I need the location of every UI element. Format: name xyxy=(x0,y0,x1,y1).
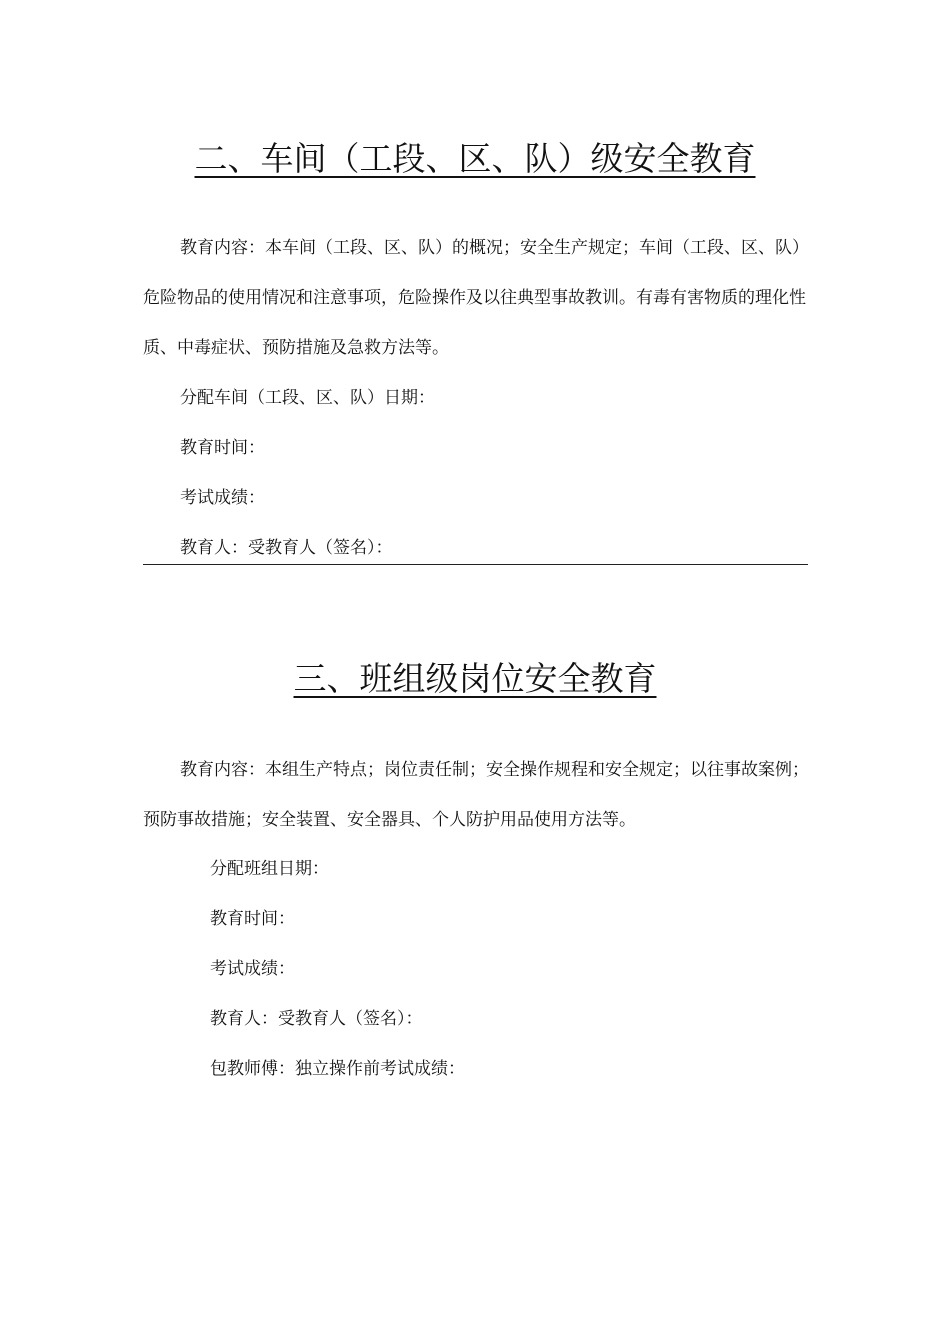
workshop-exam-score-field: 考试成绩： xyxy=(180,488,265,508)
team-mentor-field: 包教师傅：独立操作前考试成绩： xyxy=(210,1059,465,1079)
section-title-workshop xyxy=(0,139,950,179)
workshop-education-content: 教育内容：本车间（工段、区、队）的概况；安全生产规定；车间（工段、区、队）危险物品的使用情况和注意事项，危险操作及以往典型事故教训。有毒有害物质的理化性质、中毒症状、预防措施及急救方法等。 xyxy=(143,238,809,358)
section-title-team-text: 三、班组级岗位安全教育 xyxy=(293,659,657,698)
team-education-content: 教育内容：本组生产特点；岗位责任制；安全操作规程和安全规定；以往事故案例；预防事故措施；安全装置、安全器具、个人防护用品使用方法等。 xyxy=(143,760,809,830)
section-divider xyxy=(143,564,808,565)
workshop-signature-field: 教育人：受教育人（签名）： xyxy=(180,538,393,558)
team-education-time-field: 教育时间： xyxy=(210,909,295,929)
team-signature-field: 教育人：受教育人（签名）： xyxy=(210,1009,423,1029)
workshop-assign-date-field: 分配车间（工段、区、队）日期： xyxy=(180,388,435,408)
workshop-education-time-field: 教育时间： xyxy=(180,438,265,458)
section-title-team xyxy=(0,659,950,699)
team-assign-date-field: 分配班组日期： xyxy=(210,859,329,879)
team-exam-score-field: 考试成绩： xyxy=(210,959,295,979)
section-title-workshop-text: 二、车间（工段、区、队）级安全教育 xyxy=(194,139,756,178)
